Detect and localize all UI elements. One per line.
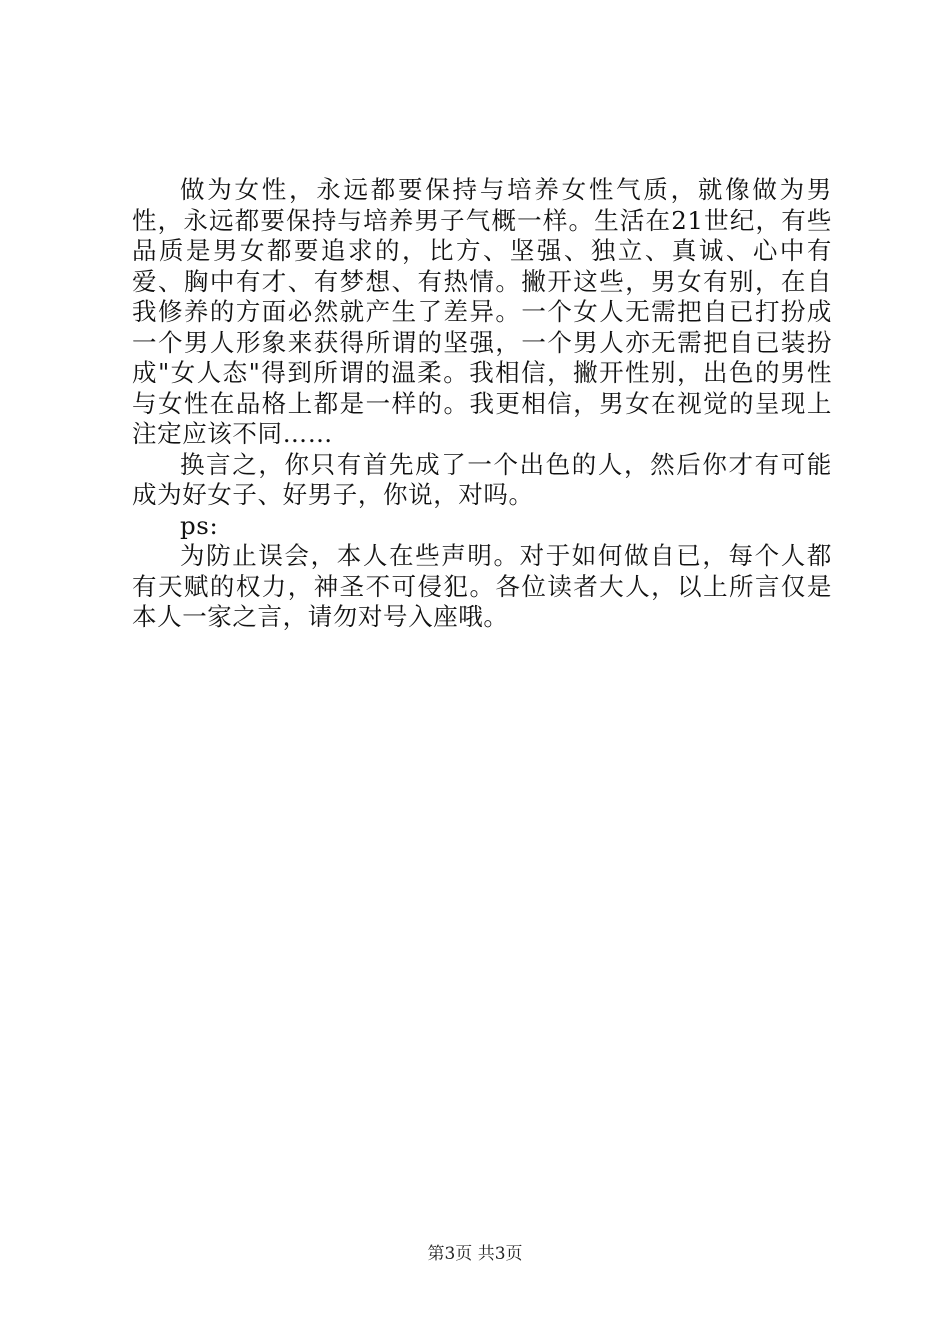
paragraph-intro: 做为女性，永远都要保持与培养女性气质，就像做为男性，永远都要保持与培养男子气概一样。生活在21世纪，有些品质是男女都要追求的，比方、坚强、独立、真诚、心中有爱、胸中有才、有梦想、有热情。撇开这些，男女有别，在自我修养的方面必然就产生了差异。一个女人无需把自已打扮成一个男人形象来获得所谓的坚强，一个男人亦无需把自已装扮成"女人态"得到所谓的温柔。我相信，撇开性别，出色的男性与女性在品格上都是一样的。我更相信，男女在视觉的呈现上注定应该不同…… xyxy=(132,175,832,448)
paragraph-ps-label: ps: xyxy=(180,510,219,540)
paragraph-conclusion: 换言之，你只有首先成了一个出色的人，然后你才有可能成为好女子、好男子，你说，对吗。 xyxy=(132,449,832,509)
page-number-footer: 第3页 共3页 xyxy=(427,1244,523,1264)
document-body xyxy=(132,175,832,633)
paragraph-disclaimer: 为防止误会，本人在些声明。对于如何做自已，每个人都有天赋的权力，神圣不可侵犯。各位读者大人，以上所言仅是本人一家之言，请勿对号入座哦。 xyxy=(132,541,832,631)
